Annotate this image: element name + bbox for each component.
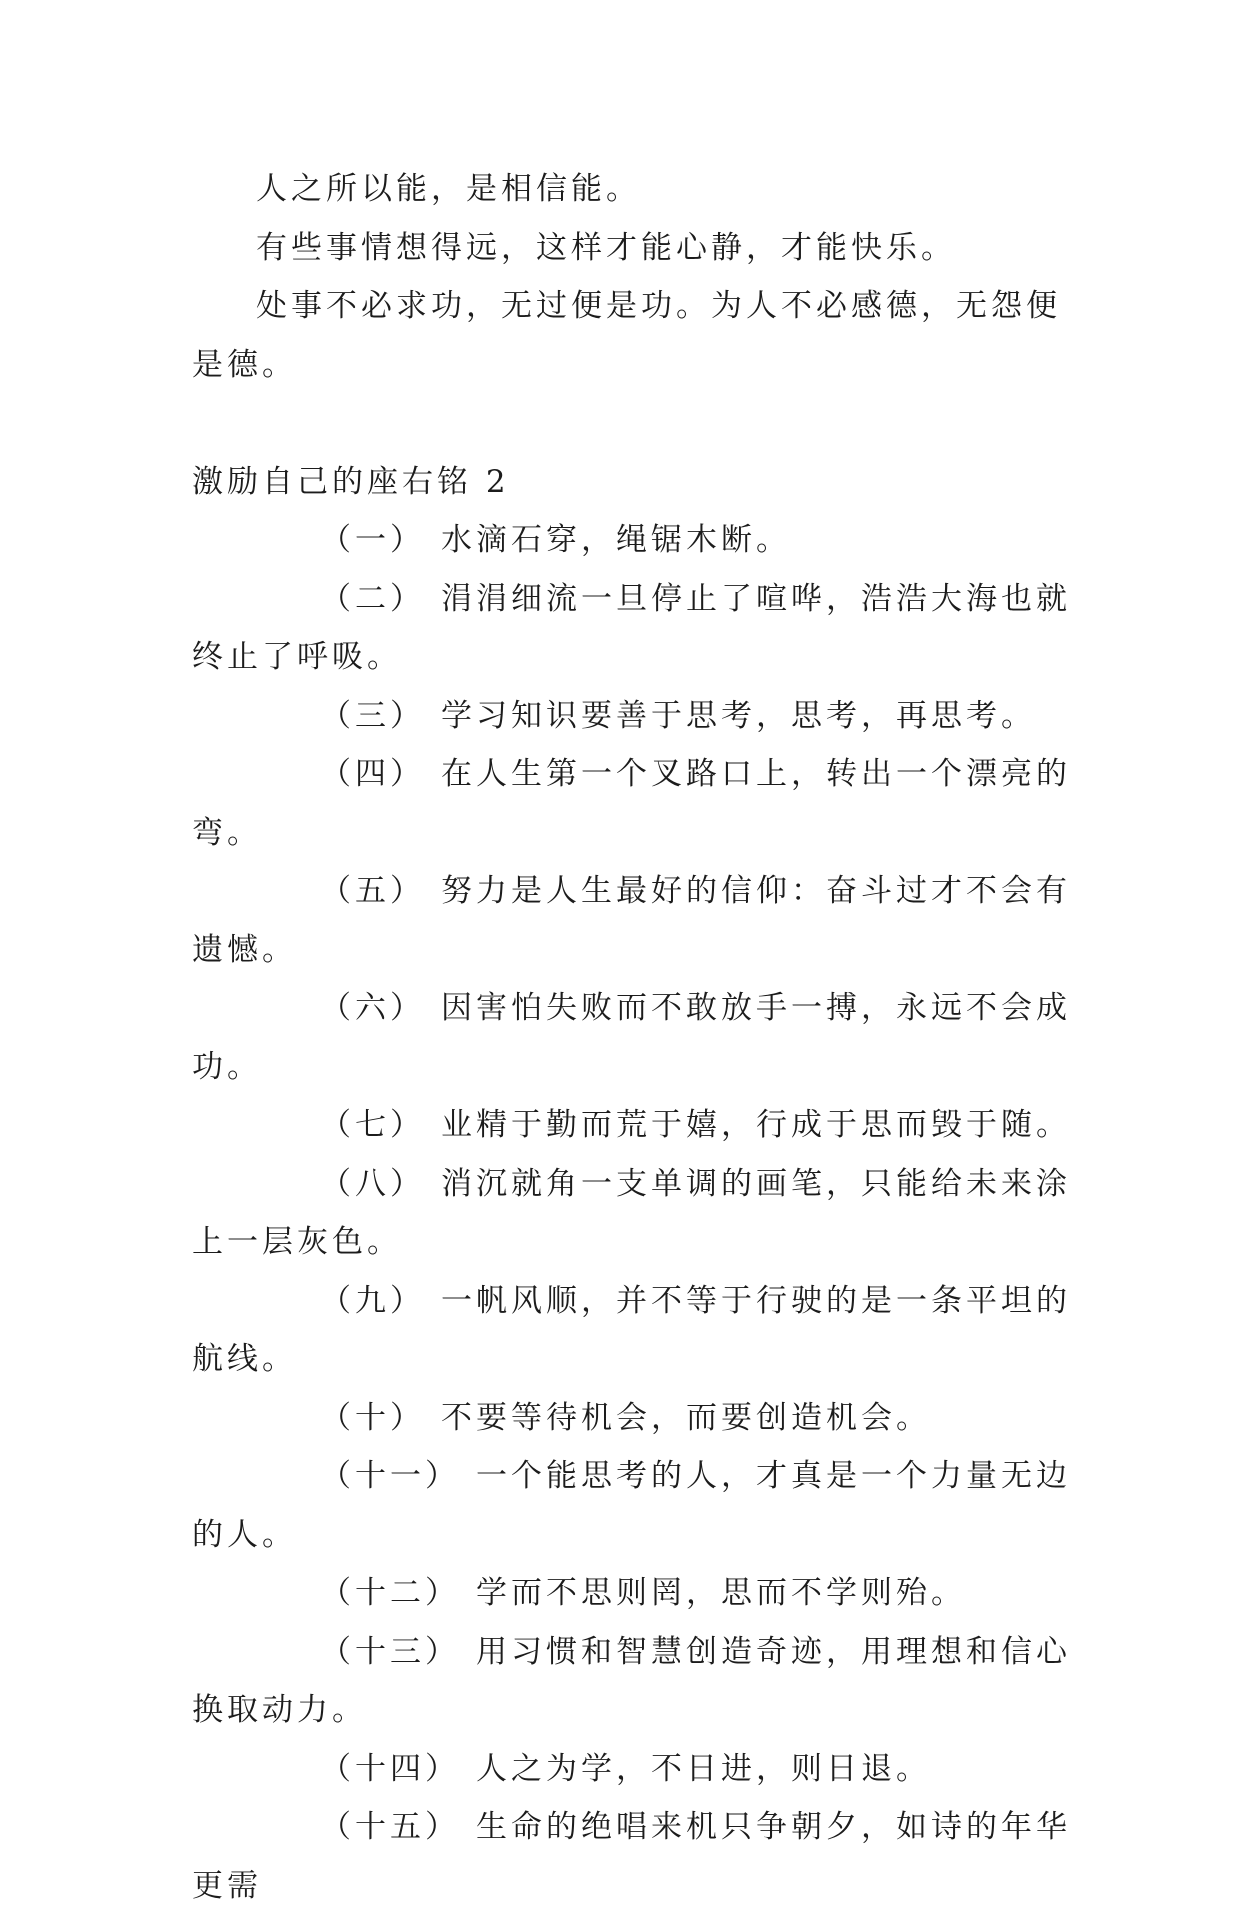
motto-item-10 (192, 1389, 1072, 1448)
motto-number: （十一） (320, 1458, 460, 1494)
motto-number: （八） (320, 1165, 425, 1202)
motto-text: 水滴石穿，绳锯木断。 (441, 522, 791, 558)
motto-text: 消沉就角一支单调的画笔，只能给未来涂上一层灰色。 (192, 1165, 1071, 1260)
motto-number: （十三） (320, 1633, 460, 1670)
motto-text: 业精于勤而荒于嬉，行成于思而毁于随。 (441, 1107, 1071, 1143)
motto-number: （七） (320, 1107, 425, 1143)
motto-number: （十四） (320, 1750, 460, 1787)
motto-number: （一） (320, 522, 425, 558)
motto-item-5 (192, 862, 1072, 979)
motto-text: 涓涓细流一旦停止了喧哗，浩浩大海也就终止了呼吸。 (192, 580, 1071, 675)
motto-text: 不要等待机会，而要创造机会。 (441, 1399, 931, 1436)
motto-item-7 (192, 1096, 1072, 1155)
opening-line-1: 人之所以能，是相信能。 (256, 171, 641, 207)
motto-text: 学习知识要善于思考，思考，再思考。 (441, 697, 1036, 734)
motto-number: （十） (320, 1399, 425, 1436)
motto-item-12 (192, 1564, 1072, 1623)
motto-number: （六） (320, 990, 425, 1026)
motto-number: （二） (320, 580, 425, 617)
document-body (192, 160, 1072, 1915)
motto-item-9 (192, 1272, 1072, 1389)
motto-text: 在人生第一个叉路口上，转出一个漂亮的弯。 (192, 756, 1071, 851)
motto-number: （三） (320, 697, 425, 734)
motto-text: 因害怕失败而不敢放手一搏，永远不会成功。 (192, 990, 1071, 1085)
motto-text: 一帆风顺，并不等于行驶的是一条平坦的航线。 (192, 1282, 1071, 1377)
motto-item-15 (192, 1798, 1072, 1915)
motto-item-6 (192, 979, 1072, 1096)
motto-number: （九） (320, 1282, 425, 1319)
motto-text: 一个能思考的人，才真是一个力量无边的人。 (192, 1458, 1071, 1553)
motto-item-11 (192, 1447, 1072, 1564)
motto-item-14 (192, 1740, 1072, 1799)
opening-line-2: 有些事情想得远，这样才能心静，才能快乐。 (256, 229, 956, 266)
motto-number: （四） (320, 756, 425, 792)
opening-line-3: 处事不必求功，无过便是功。为人不必感德，无怨便是德。 (192, 288, 1061, 383)
motto-text: 人之为学，不日进，则日退。 (476, 1750, 931, 1787)
motto-number: （十二） (320, 1575, 460, 1611)
motto-item-8 (192, 1155, 1072, 1272)
motto-text: 用习惯和智慧创造奇迹，用理想和信心换取动力。 (192, 1633, 1071, 1728)
motto-text: 努力是人生最好的信仰：奋斗过才不会有遗憾。 (192, 873, 1071, 968)
motto-item-13 (192, 1623, 1072, 1740)
motto-number: （十五） (320, 1809, 460, 1845)
section-title: 激励自己的座右铭 2 (192, 463, 510, 500)
motto-number: （五） (320, 873, 425, 909)
motto-item-4 (192, 745, 1072, 862)
paragraph-gap (192, 394, 1072, 453)
motto-item-3 (192, 687, 1072, 746)
motto-text: 学而不思则罔，思而不学则殆。 (476, 1575, 966, 1611)
motto-item-2 (192, 570, 1072, 687)
motto-item-1 (192, 511, 1072, 570)
motto-text: 生命的绝唱来机只争朝夕，如诗的年华更需 (192, 1809, 1071, 1904)
